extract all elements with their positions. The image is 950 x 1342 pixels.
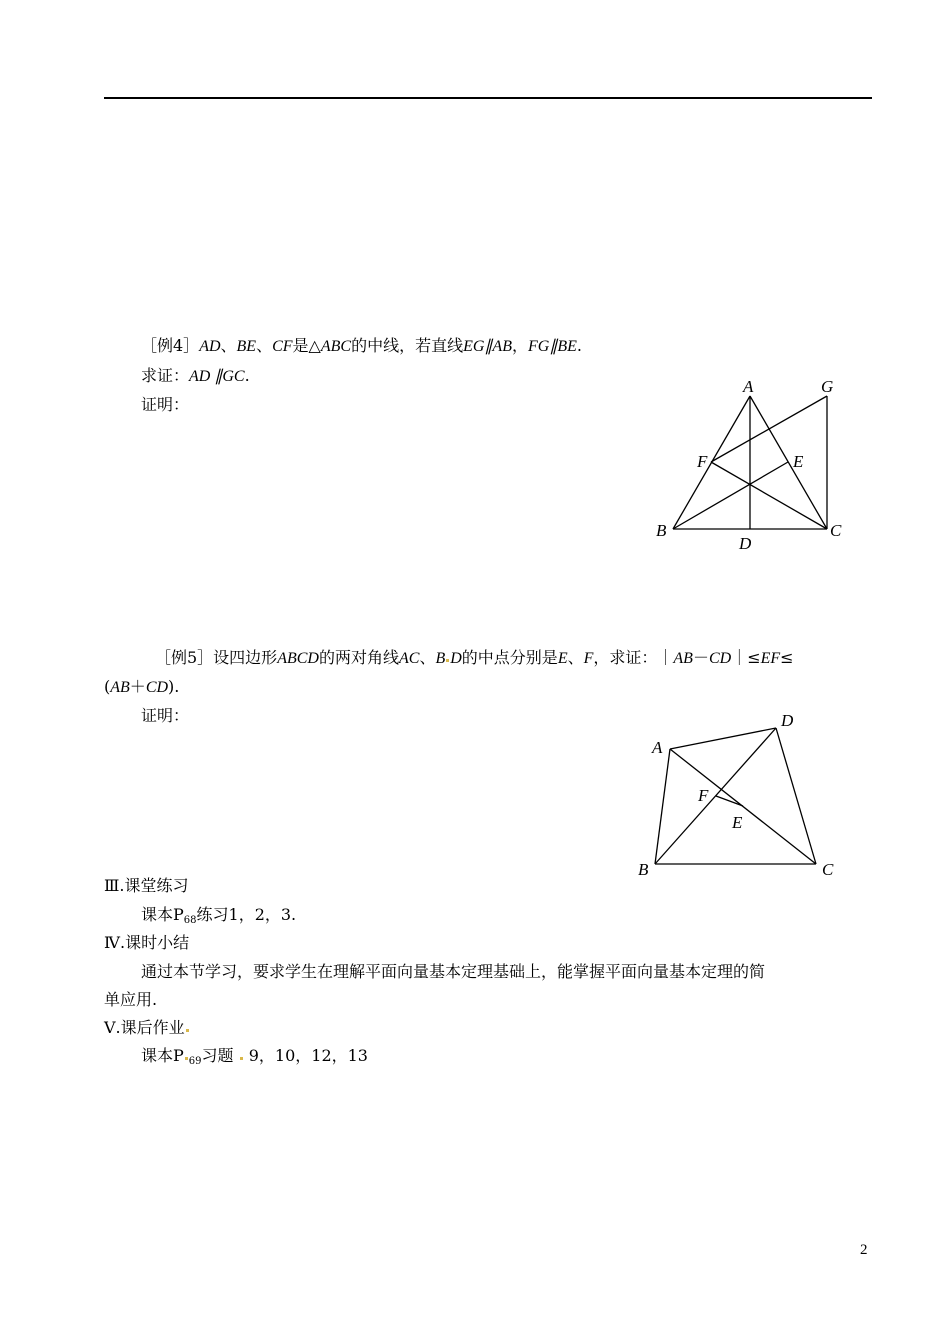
label-A: A <box>743 377 754 396</box>
header-rule <box>104 97 872 99</box>
section5-body: 课本P $_{69}$习题 9，10，12，13 <box>141 1046 368 1067</box>
label-D: D <box>739 534 752 552</box>
label-C: C <box>830 521 842 540</box>
label-F: F <box>697 452 708 471</box>
section4-body-cont: 单应用. <box>104 990 158 1009</box>
label-B: B <box>638 860 649 879</box>
label-E: E <box>793 452 804 471</box>
example4-statement: ［例4］AD、BE、CF是△ABC的中线，若直线EG∥AB，FG∥BE. <box>141 336 582 355</box>
example5-statement: ［例5］设四边形ABCD的两对角线AC、B D的中点分别是E、F，求证：｜AB－CD｜≤EF≤ <box>155 648 794 667</box>
quadrilateral-figure <box>630 705 850 885</box>
marker-dot <box>186 1029 189 1032</box>
example5-proof-label: 证明： <box>141 706 190 725</box>
label-C: C <box>822 860 834 879</box>
example4-proof-label: 证明： <box>141 395 190 414</box>
marker-dot <box>185 1057 188 1060</box>
triangle-figure <box>650 372 850 552</box>
label-E: E <box>732 813 743 832</box>
label-D: D <box>781 711 794 730</box>
label-B: B <box>656 521 667 540</box>
label-F: F <box>698 786 709 805</box>
label-A: A <box>652 738 663 757</box>
section3-body: 课本$P_{68}$练习1，2，3. <box>141 905 297 926</box>
label-G: G <box>821 377 834 396</box>
section3-title: Ⅲ.课堂练习 <box>104 876 189 895</box>
section5-title: Ⅴ.课后作业 <box>104 1018 190 1038</box>
marker-dot <box>240 1057 243 1060</box>
section4-title: Ⅳ.课时小结 <box>104 933 190 952</box>
example5-statement-cont: (AB＋CD). <box>104 677 180 696</box>
example4-claim: 求证：AD ∥GC. <box>141 366 250 385</box>
section4-body: 通过本节学习，要求学生在理解平面向量基本定理基础上，能掌握平面向量基本定理的简 <box>141 962 766 981</box>
marker-dot <box>446 659 449 662</box>
page-number: 2 <box>860 1242 868 1258</box>
